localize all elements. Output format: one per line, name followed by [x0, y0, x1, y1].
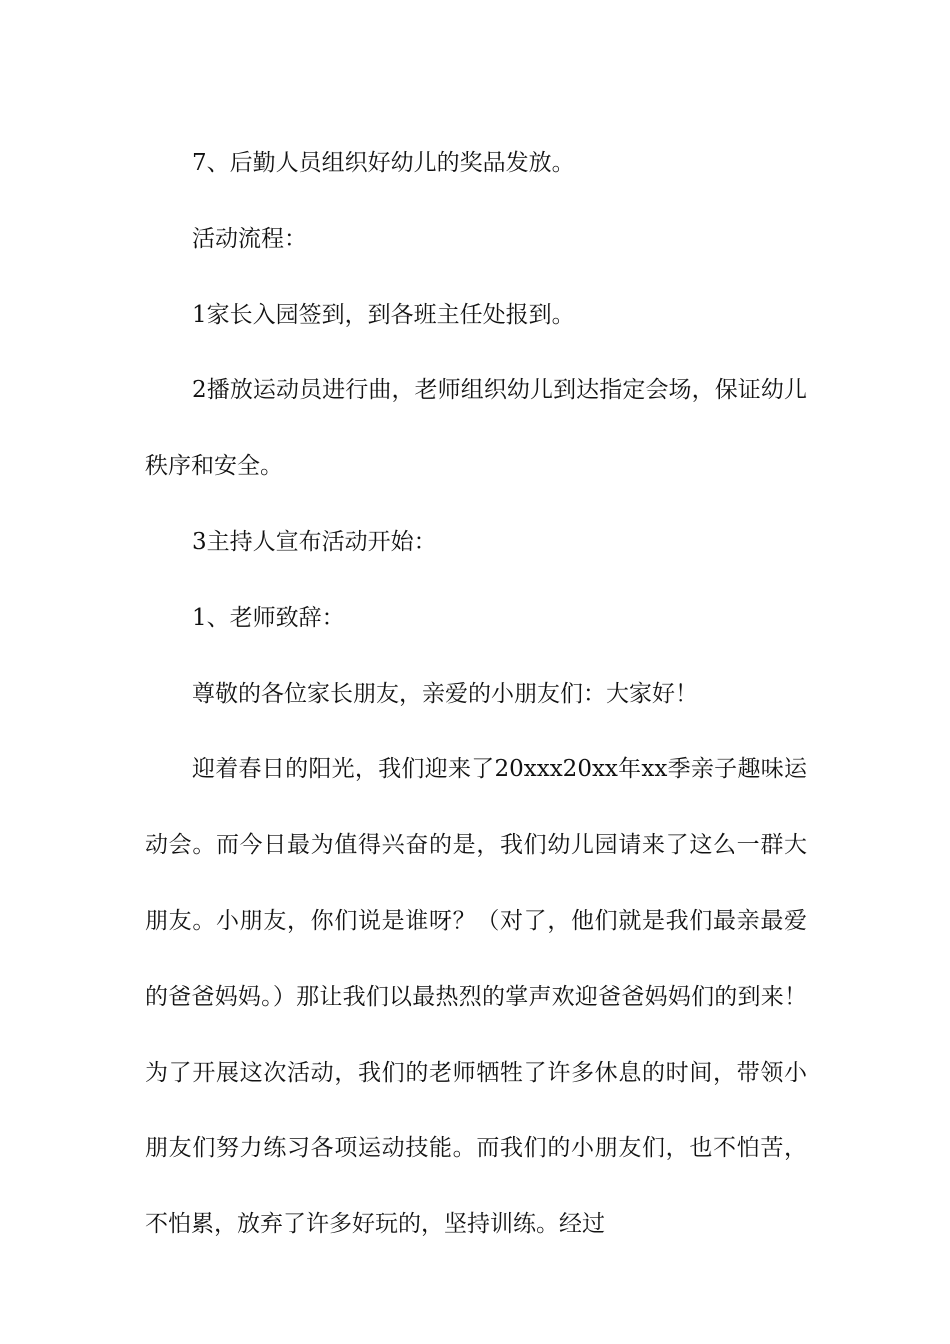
document-body	[145, 126, 807, 1263]
paragraph-activity-flow-heading: 活动流程：	[192, 225, 307, 252]
paragraph-play-march: 2播放运动员进行曲，老师组织幼儿到达指定会场，保证幼儿秩序和安全。	[145, 377, 807, 480]
paragraph-speech-body: 迎着春日的阳光，我们迎来了20xxx20xx年xx季亲子趣味运动会。而今日最为值得兴奋的是，我们幼儿园请来了这么一群大朋友。小朋友，你们说是谁呀？（对了，他们就是我们最亲最爱的爸爸妈妈。）那让我们以最热烈的掌声欢迎爸爸妈妈们的到来！为了开展这次活动，我们的老师牺牲了许多休息的时间，带领小朋友们努力练习各项运动技能。而我们的小朋友们，也不怕苦，不怕累，放弃了许多好玩的，坚持训练。经过	[145, 756, 807, 1238]
paragraph-parents-sign-in: 1家长入园签到，到各班主任处报到。	[192, 301, 575, 328]
paragraph-greeting: 尊敬的各位家长朋友，亲爱的小朋友们：大家好！	[192, 680, 698, 707]
paragraph-host-announces: 3主持人宣布活动开始：	[192, 528, 437, 555]
paragraph-teacher-speech-heading: 1、老师致辞：	[192, 604, 345, 631]
paragraph-logistics-prizes: 7、后勤人员组织好幼儿的奖品发放。	[192, 150, 575, 176]
